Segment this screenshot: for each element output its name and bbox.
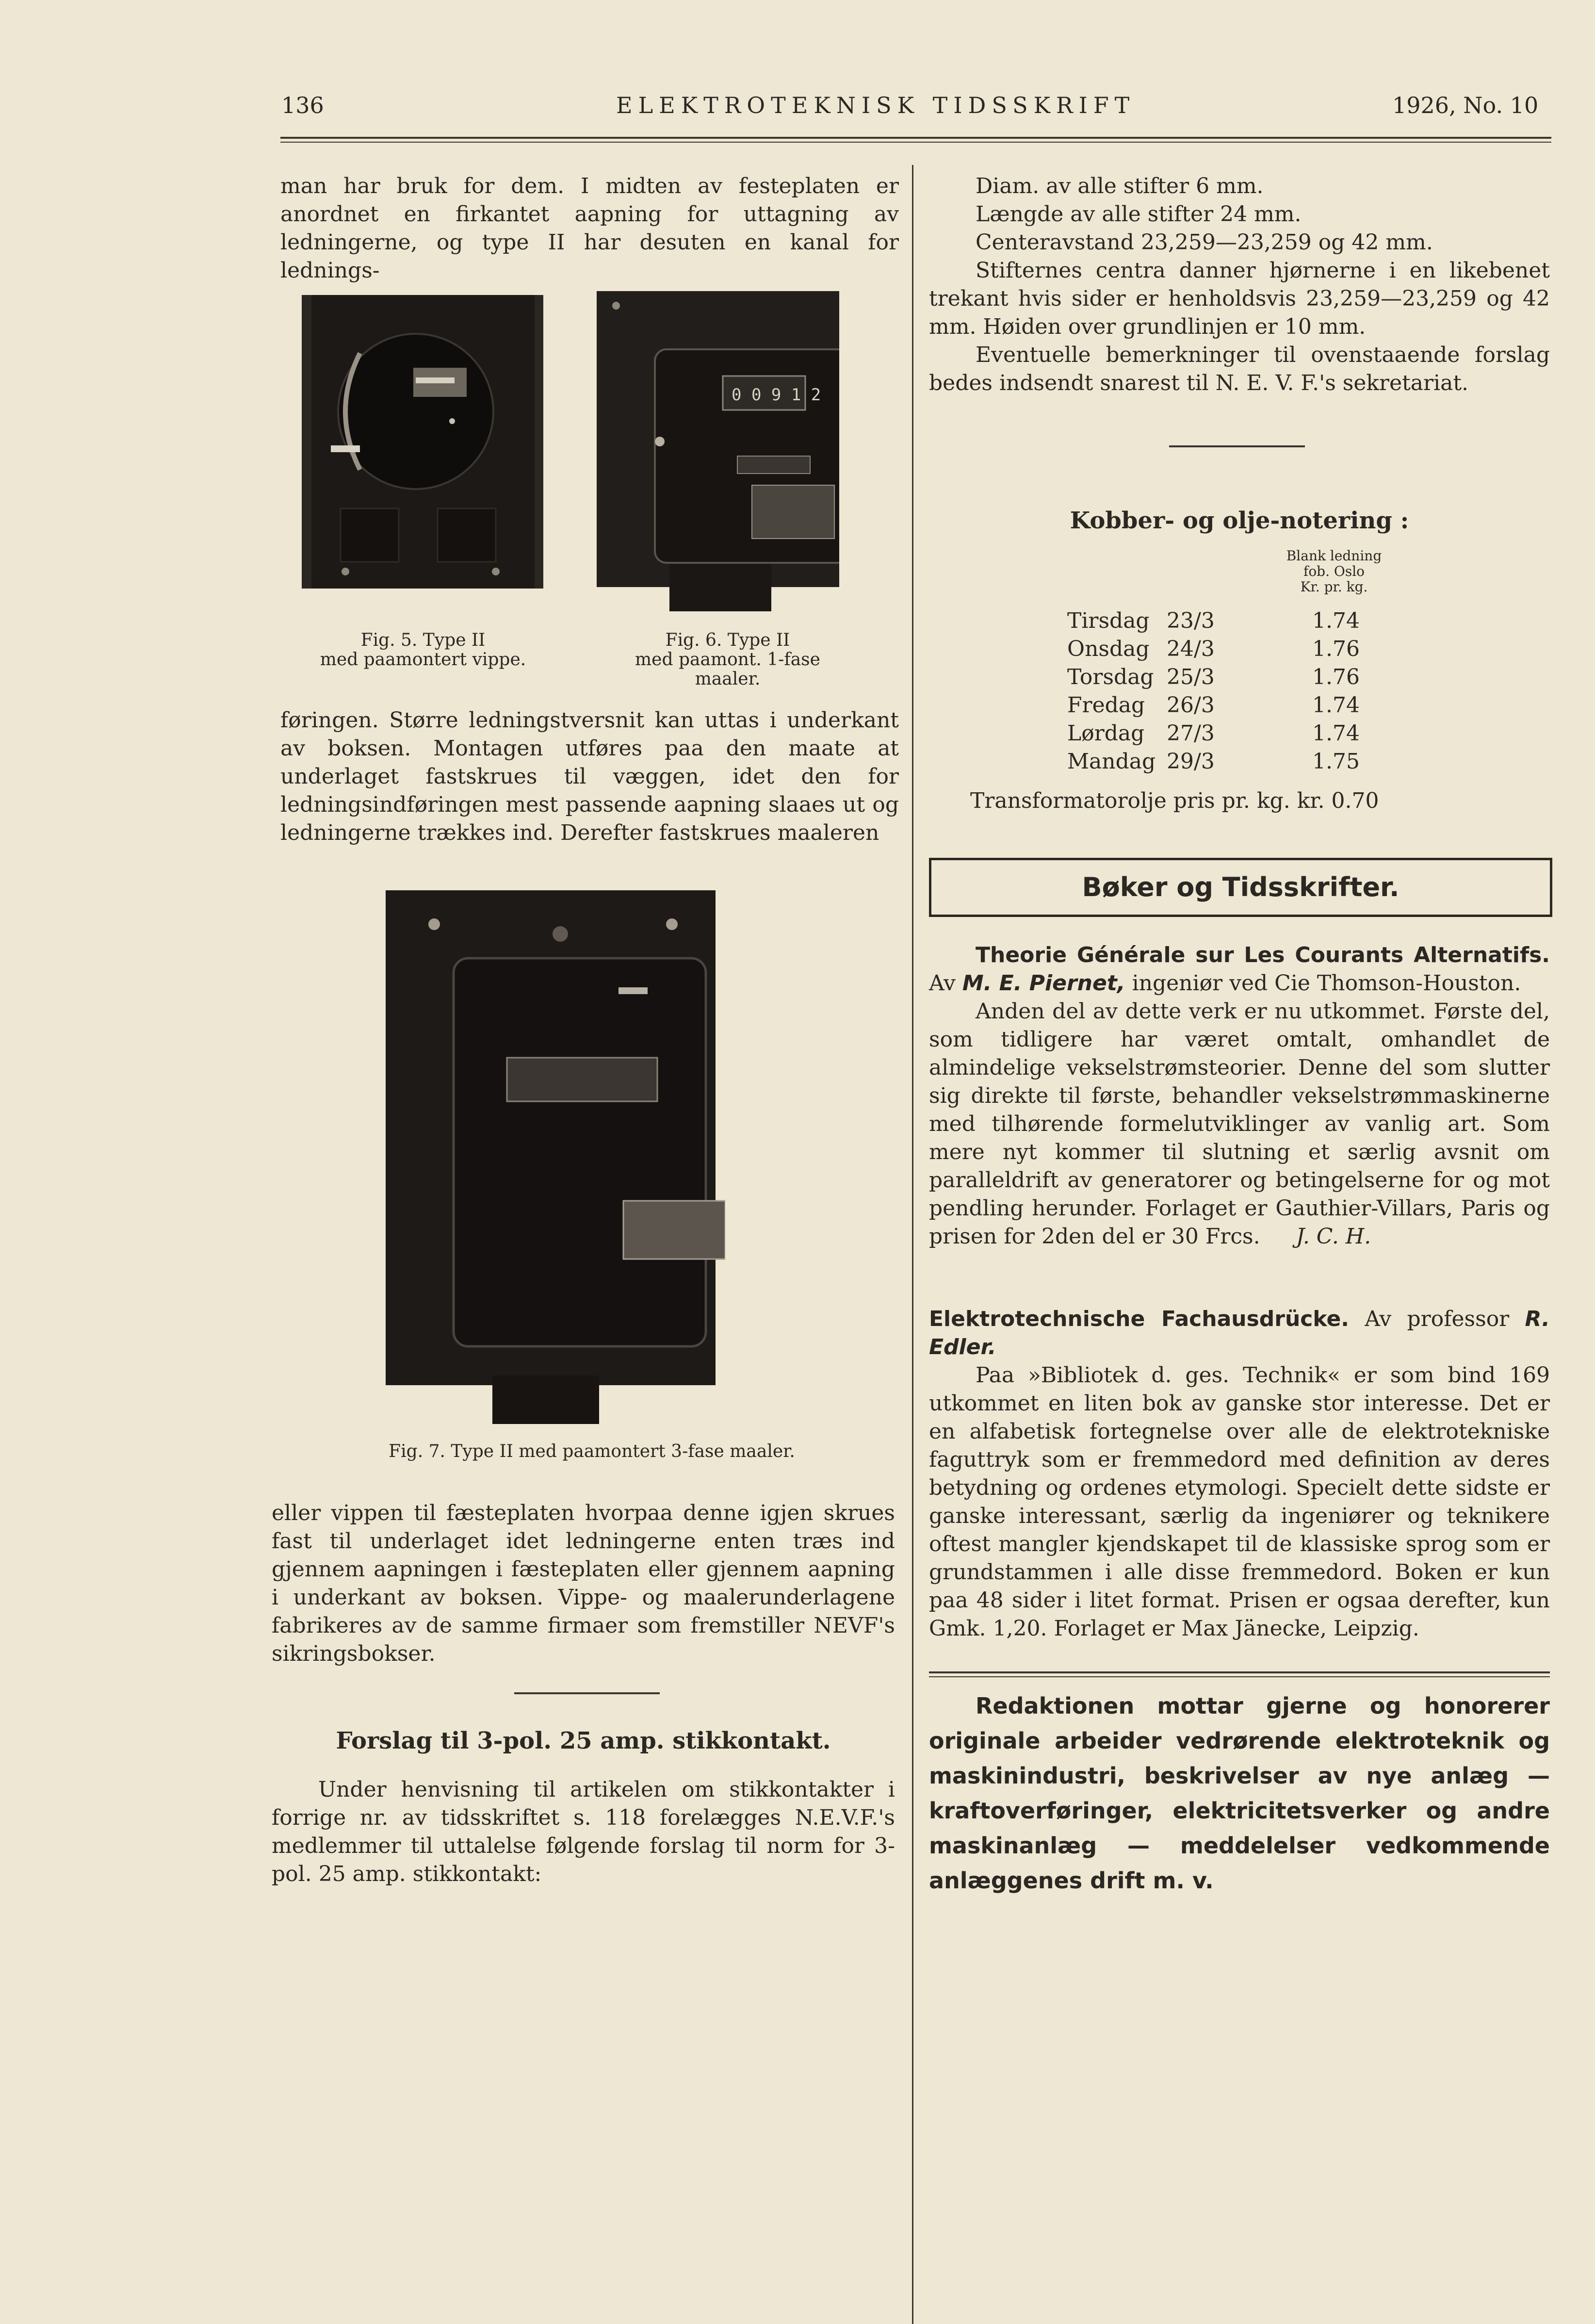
review1-title: Theorie Générale sur Les Courants Alternatifs. bbox=[976, 943, 1550, 967]
fig5-switch-image bbox=[302, 295, 543, 589]
forslag-text: Under henvisning til artikelen om stikkontakter i forrige nr. av tidsskriftet s. 118 forelægges N.E.V.F.'s medlemmer til uttalelse følgende forslag til norm for 3-pol. 25 amp. stikkontakt: bbox=[272, 1777, 895, 1886]
fig7-caption: Fig. 7. Type II med paamontert 3-fase maaler. bbox=[389, 1441, 795, 1461]
fig5-caption: Fig. 5. Type II med paamontert vippe. bbox=[320, 630, 526, 670]
redaktion-notice: Redaktionen mottar gjerne og honorerer originale arbeider vedrørende elektroteknik og maskinindustri, beskrivelser av nye anlæg — kraftoverføringer, elektricitetsverker og andre maskinanlæg — meddelelser vedkommende anlæggenes drift m. v. bbox=[929, 1693, 1550, 1894]
fig7-meter-image bbox=[386, 890, 725, 1424]
left-para-3: eller vippen til fæsteplaten hvorpaa denne igjen skrues fast til underlaget idet ledningerne enten træs ind gjennem aapningen i fæsteplaten eller gjennem aapning i underkant av boksen. Vippe- og maalerunderlagene fabrikeres av de samme firmaer som fremstiller NEVF's sikringsbokser. bbox=[272, 1501, 895, 1666]
quotes-table-wrap bbox=[1067, 606, 1360, 775]
left-para-2: føringen. Større ledningstversnit kan uttas i underkant av boksen. Montagen utføres paa den maate at underlaget fastskrues til væggen, idet den for ledningsindføringen mest passende aapning slaaes ut og ledningerne trækkes ind. Derefter fastskrues maaleren bbox=[280, 708, 899, 845]
spec-line-2: Længde av alle stifter 24 mm. bbox=[976, 202, 1302, 227]
kobber-title: Kobber- og olje-notering : bbox=[1070, 507, 1409, 534]
quote-row: Tirsdag 23/3 1.74 bbox=[1067, 608, 1360, 633]
fig7-photo bbox=[386, 890, 725, 1424]
quote-row: Onsdag 24/3 1.76 bbox=[1067, 636, 1360, 661]
quote-row: Torsdag 25/3 1.76 bbox=[1067, 664, 1360, 689]
specs-block bbox=[929, 172, 1550, 397]
transformer-oil-price: Transformatorolje pris pr. kg. kr. 0.70 bbox=[970, 788, 1379, 813]
redaktion-rule-thin bbox=[929, 1676, 1550, 1677]
review-2: Elektrotechnische Fachausdrücke. Av professor R. Edler. Paa »Bibliotek d. ges. Technik« er som bind 169 utkommet en liten bok av ganske stor interesse. Det er en alfabetisk fortegnelse over alle de elektrotekniske faguttryk som er fremmedord med definition av deres betydning og ordenes etymologi. Specielt dette sidste er ganske interessant, særlig da ingeniører og teknikere oftest mangler kjendskapet til de klassiske sprog som er grundstammen i alle disse fremmedord. Boken er kun paa 48 sider i litet format. Prisen er ogsaa derefter, kun Gmk. 1,20. Forlaget er Max Jänecke, Leipzig. bbox=[929, 1307, 1550, 1641]
left-para-1: man har bruk for dem. I midten av festeplaten er anordnet en firkantet aapning for uttagning av ledningerne, og type II har desuten en kanal for lednings- bbox=[280, 174, 899, 283]
redaktion-rule bbox=[929, 1671, 1550, 1673]
review-1: Theorie Générale sur Les Courants Alternatifs. Av M. E. Piernet, ingeniør ved Cie Thomson-Houston. Anden del av dette verk er nu utkommet. Første del, som tidligere har været omtalt, omhandlet de almindelige vekselstrømsteorier. Denne del som slutter sig direkte til første, behandler vekselstrømmaskinerne med tilhørende formelutviklinger av vanlig art. Som mere nyt kommer til slutning et særlig avsnit om paralleldrift av generatorer og betingelserne for og mot pendling herunder. Forlaget er Gauthier-Villars, Paris og prisen for 2den del er 30 Frcs. J. C. H. bbox=[929, 943, 1550, 1249]
spec-paragraph: Stifternes centra danner hjørnerne i en likebenet trekant hvis sider er henholdsvis 23,259—23,259 og 42 mm. Høiden over grundlinjen er 10 mm. bbox=[929, 258, 1550, 339]
page-number: 136 bbox=[281, 92, 324, 118]
quote-row: Mandag 29/3 1.75 bbox=[1067, 749, 1360, 774]
review1-signature: J. C. H. bbox=[1296, 1224, 1371, 1249]
review2-title: Elektrotechnische Fachausdrücke. bbox=[929, 1307, 1350, 1331]
boker-title: Bøker og Tidsskrifter. bbox=[1082, 872, 1400, 902]
fig6-meter-image bbox=[597, 291, 839, 611]
review1-author: M. E. Piernet, bbox=[962, 971, 1125, 996]
journal-title: ELEKTROTEKNISK TIDSSKRIFT bbox=[616, 92, 1136, 118]
issue-label: 1926, No. 10 bbox=[1392, 92, 1539, 118]
spec-line-1: Diam. av alle stifter 6 mm. bbox=[976, 174, 1264, 198]
header-rule-thin bbox=[280, 142, 1551, 143]
fig6-caption: Fig. 6. Type II med paamont. 1-fase maaler. bbox=[635, 630, 820, 689]
quotes-table bbox=[1067, 606, 1360, 775]
forslag-title: Forslag til 3-pol. 25 amp. stikkontakt. bbox=[336, 1727, 831, 1754]
remarks-paragraph: Eventuelle bemerkninger til ovenstaaende forslag bedes indsendt snarest til N. E. V. F.'s sekretariat. bbox=[929, 343, 1550, 395]
boker-box bbox=[929, 858, 1552, 917]
section-divider-2 bbox=[1169, 445, 1305, 447]
meter-dial-digits: 0 0 9 1 2 bbox=[732, 385, 821, 405]
spec-line-3: Centeravstand 23,259—23,259 og 42 mm. bbox=[976, 230, 1433, 255]
fig5-photo bbox=[302, 295, 543, 589]
column-divider bbox=[912, 165, 913, 2324]
quote-row: Lørdag 27/3 1.74 bbox=[1067, 720, 1360, 746]
quote-row: Fredag 26/3 1.74 bbox=[1067, 692, 1360, 718]
review2-author: R. Edler. bbox=[929, 1307, 1550, 1359]
header-rule bbox=[280, 137, 1551, 139]
fig6-photo bbox=[597, 291, 839, 611]
price-column-heading: Blank ledning fob. Oslo Kr. pr. kg. bbox=[1286, 548, 1382, 595]
section-divider bbox=[514, 1692, 660, 1694]
